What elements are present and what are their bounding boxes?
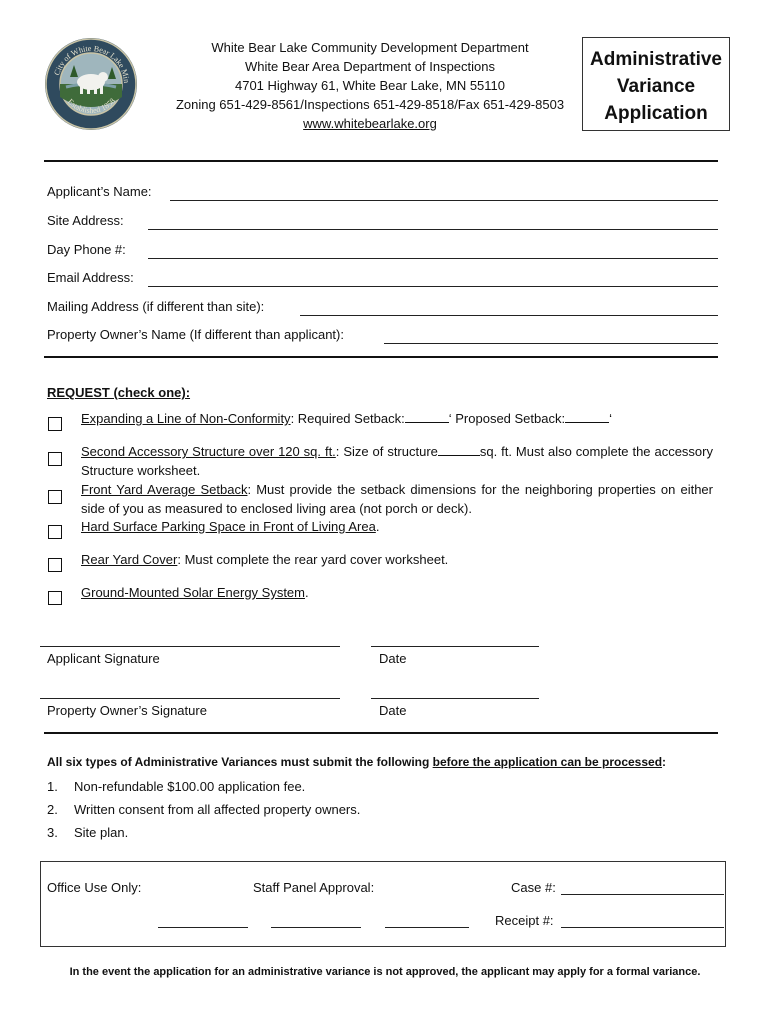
item-text: Non-refundable $100.00 application fee.: [74, 779, 306, 794]
owner-date-label: Date: [379, 703, 407, 718]
option-rear-yard-cover: [81, 550, 713, 569]
owner-signature-field[interactable]: [40, 698, 340, 699]
option-line-of-non-conformity: [81, 409, 713, 428]
applicant-date-label: Date: [379, 651, 407, 666]
applicant-name-label: Applicant’s Name:: [47, 184, 152, 199]
option-hard-surface-parking: [81, 517, 713, 536]
option-title: Ground-Mounted Solar Energy System: [81, 585, 305, 600]
option-text: : Required Setback:: [290, 411, 405, 426]
staff-approval-field-2[interactable]: [271, 927, 361, 928]
intro-text: :: [662, 755, 667, 769]
office-use-label: Office Use Only:: [47, 880, 142, 895]
option-text: .: [375, 519, 380, 534]
option-text: : Must complete the rear yard cover worksheet.: [177, 552, 449, 567]
signature-divider: [44, 732, 718, 734]
applicant-name-field[interactable]: [170, 200, 718, 201]
requirement-item: [47, 802, 360, 817]
email-address-label: Email Address:: [47, 270, 134, 285]
checkbox-solar-energy-system[interactable]: [48, 591, 62, 605]
checkbox-hard-surface-parking[interactable]: [48, 525, 62, 539]
title-line: Administrative: [590, 49, 722, 70]
item-number: 3.: [47, 825, 58, 840]
property-owner-name-field[interactable]: [384, 343, 718, 344]
checkbox-rear-yard-cover[interactable]: [48, 558, 62, 572]
requirements-intro: [47, 755, 666, 769]
staff-panel-approval-label: Staff Panel Approval:: [253, 880, 375, 895]
staff-approval-field-3[interactable]: [385, 927, 469, 928]
item-text: Written consent from all affected property owners.: [74, 802, 361, 817]
option-second-accessory-structure: [81, 442, 713, 480]
department-header: [150, 38, 590, 133]
case-number-label: Case #:: [511, 880, 556, 895]
option-text: : Must provide the setback dimensions for the neighboring properties on either side of you as measured to enclosed living area (not porch or deck).: [81, 482, 713, 516]
option-title: Rear Yard Cover: [81, 552, 178, 567]
header-line: 4701 Highway 61, White Bear Lake, MN 55110: [234, 78, 506, 93]
header-line: Zoning 651-429-8561/Inspections 651-429-8518/Fax 651-429-8503: [175, 97, 565, 112]
option-title: Front Yard Average Setback: [81, 482, 248, 497]
receipt-number-label: Receipt #:: [495, 913, 554, 928]
intro-emphasis: before the application can be processed: [432, 755, 663, 769]
city-seal-logo: [44, 37, 138, 131]
option-text: sq. ft. Must also complete the accessory Structure worksheet.: [81, 444, 713, 478]
option-front-yard-average-setback: [81, 480, 713, 518]
option-text: .: [305, 585, 309, 600]
option-text: : Size of structure: [335, 444, 438, 459]
applicant-signature-field[interactable]: [40, 646, 340, 647]
option-solar-energy-system: [81, 583, 713, 602]
proposed-setback-field[interactable]: [565, 410, 609, 423]
site-address-field[interactable]: [148, 229, 718, 230]
applicant-signature-label: Applicant Signature: [47, 651, 160, 666]
receipt-number-field[interactable]: [561, 927, 724, 928]
title-line: Application: [604, 103, 708, 124]
day-phone-label: Day Phone #:: [47, 242, 126, 257]
structure-size-field[interactable]: [438, 443, 480, 456]
checkbox-second-accessory-structure[interactable]: [48, 452, 62, 466]
option-title: Expanding a Line of Non-Conformity: [81, 411, 291, 426]
day-phone-field[interactable]: [148, 258, 718, 259]
item-text: Site plan.: [74, 825, 129, 840]
title-line: Variance: [616, 76, 696, 97]
header-line: White Bear Lake Community Development Department: [211, 40, 529, 55]
option-title: Second Accessory Structure over 120 sq. ft.: [81, 444, 336, 459]
option-text: ‘: [609, 411, 612, 426]
checkbox-line-of-non-conformity[interactable]: [48, 417, 62, 431]
option-text: ‘ Proposed Setback:: [448, 411, 566, 426]
site-address-label: Site Address:: [47, 213, 124, 228]
mailing-address-field[interactable]: [300, 315, 718, 316]
requirement-item: [47, 825, 128, 840]
form-title-box: [582, 37, 730, 131]
owner-signature-label: Property Owner’s Signature: [47, 703, 207, 718]
applicant-date-field[interactable]: [371, 646, 539, 647]
owner-date-field[interactable]: [371, 698, 539, 699]
section-divider: [44, 356, 718, 358]
option-title: Hard Surface Parking Space in Front of Living Area: [81, 519, 376, 534]
header-divider: [44, 160, 718, 162]
mailing-address-label: Mailing Address (if different than site):: [47, 299, 265, 314]
footer-note: In the event the application for an administrative variance is not approved, the applicant may apply for a formal variance.: [69, 966, 701, 978]
email-address-field[interactable]: [148, 286, 718, 287]
intro-text: All six types of Administrative Variances must submit the following: [47, 755, 433, 769]
office-use-box: [40, 861, 726, 947]
case-number-field[interactable]: [561, 894, 724, 895]
svg-text:City of White Bear Lake Minn: City of White Bear Lake Min: [52, 43, 132, 84]
request-heading: REQUEST (check one):: [47, 385, 191, 400]
website-link[interactable]: www.whitebearlake.org: [303, 116, 437, 131]
required-setback-field[interactable]: [405, 410, 449, 423]
checkbox-front-yard-average-setback[interactable]: [48, 490, 62, 504]
header-line: White Bear Area Department of Inspections: [244, 59, 495, 74]
property-owner-name-label: Property Owner’s Name (If different than applicant):: [47, 327, 344, 342]
staff-approval-field-1[interactable]: [158, 927, 248, 928]
item-number: 2.: [47, 802, 58, 817]
requirement-item: [47, 779, 305, 794]
svg-text:Established 1858: Established 1858: [65, 96, 118, 116]
item-number: 1.: [47, 779, 58, 794]
